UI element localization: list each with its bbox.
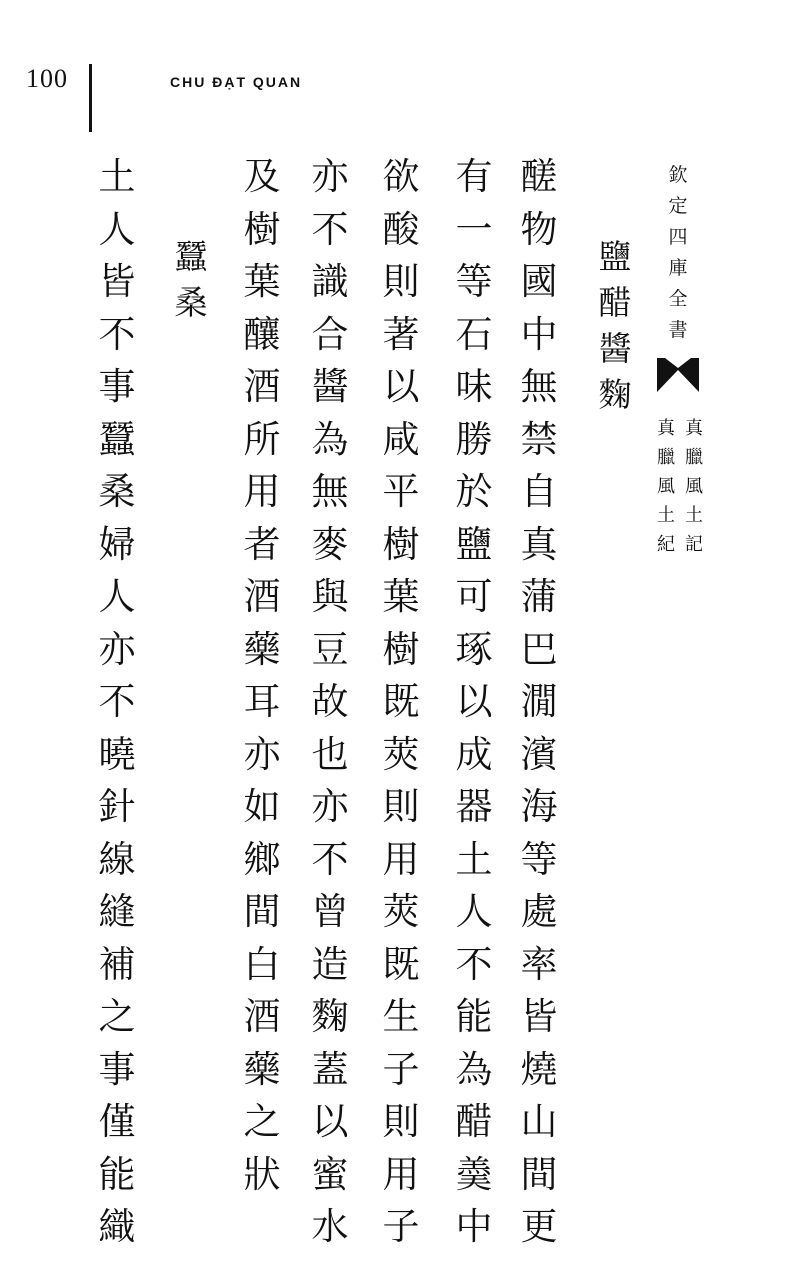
glyph: 中 (455, 1205, 493, 1248)
glyph: 海 (520, 785, 558, 828)
glyph: 桑 (174, 283, 208, 322)
glyph: 鹽 (598, 237, 632, 276)
section-heading-sericulture (169, 237, 213, 332)
glyph: 樹 (243, 207, 281, 251)
glyph: 等 (520, 837, 558, 881)
glyph: 醬 (311, 365, 349, 408)
glyph: 用 (382, 1152, 420, 1196)
text-column (450, 155, 498, 1261)
glyph: 也 (311, 732, 349, 776)
glyph: 亦 (98, 627, 136, 671)
glyph: 白 (243, 942, 281, 986)
glyph: 記 (685, 534, 703, 555)
glyph: 為 (311, 417, 349, 461)
glyph: 藥 (243, 1047, 281, 1091)
glyph: 定 (668, 195, 688, 217)
glyph: 真 (520, 522, 558, 566)
glyph: 著 (382, 312, 420, 356)
glyph: 可 (455, 575, 493, 618)
glyph: 庫 (668, 257, 688, 279)
glyph: 曾 (311, 890, 349, 933)
glyph: 土 (685, 505, 703, 526)
glyph: 能 (98, 1152, 136, 1196)
glyph: 不 (455, 942, 493, 986)
glyph: 鹽 (455, 522, 493, 566)
glyph: 蒲 (520, 575, 558, 618)
glyph: 國 (520, 260, 558, 303)
glyph: 皆 (520, 995, 558, 1038)
glyph: 麴 (311, 995, 349, 1038)
glyph: 物 (520, 207, 558, 251)
text-column (238, 155, 286, 1208)
glyph: 巴 (520, 627, 558, 671)
glyph: 全 (668, 288, 688, 310)
glyph: 燒 (520, 1047, 558, 1091)
glyph: 真 (657, 418, 675, 439)
glyph: 醝 (520, 155, 558, 198)
glyph: 豆 (311, 627, 349, 671)
glyph: 蠶 (98, 417, 136, 461)
glyph: 無 (520, 365, 558, 408)
section-heading-salt-vinegar (593, 237, 637, 424)
glyph: 人 (98, 575, 136, 618)
margin-note-left (654, 420, 678, 565)
glyph: 桑 (98, 470, 136, 513)
page-number: 100 (26, 64, 68, 93)
glyph: 既 (382, 942, 420, 986)
glyph: 不 (98, 680, 136, 723)
glyph: 臘 (657, 447, 675, 468)
glyph: 縫 (98, 890, 136, 933)
glyph: 及 (243, 155, 281, 198)
glyph: 耳 (243, 680, 281, 723)
margin-collection-title (664, 166, 692, 352)
glyph: 麥 (311, 522, 349, 566)
glyph: 味 (455, 365, 493, 408)
glyph: 土 (657, 505, 675, 526)
glyph: 間 (520, 1152, 558, 1196)
glyph: 不 (98, 312, 136, 356)
glyph: 之 (243, 1100, 281, 1143)
glyph: 咸 (382, 417, 420, 461)
glyph: 四 (668, 226, 688, 248)
glyph: 土 (98, 155, 136, 198)
fold-mark-icon (657, 354, 699, 396)
glyph: 琢 (455, 627, 493, 671)
glyph: 狀 (243, 1152, 281, 1196)
glyph: 子 (382, 1047, 420, 1091)
glyph: 醋 (455, 1100, 493, 1143)
glyph: 土 (455, 837, 493, 881)
glyph: 所 (243, 417, 281, 461)
glyph: 識 (311, 260, 349, 303)
glyph: 僅 (98, 1100, 136, 1143)
glyph: 皆 (98, 260, 136, 303)
glyph: 用 (382, 837, 420, 881)
glyph: 葉 (243, 260, 281, 303)
glyph: 亦 (311, 785, 349, 828)
glyph: 曉 (98, 732, 136, 776)
glyph: 婦 (98, 522, 136, 566)
glyph: 臘 (685, 447, 703, 468)
glyph: 為 (455, 1047, 493, 1091)
glyph: 針 (98, 785, 136, 828)
glyph: 羮 (455, 1152, 493, 1196)
glyph: 鄉 (243, 837, 281, 881)
glyph: 能 (455, 995, 493, 1038)
glyph: 莢 (382, 890, 420, 933)
glyph: 書 (668, 319, 688, 341)
glyph: 醋 (598, 283, 632, 322)
glyph: 紀 (657, 534, 675, 555)
glyph: 真 (685, 418, 703, 439)
glyph: 如 (243, 785, 281, 828)
margin-note-right (682, 420, 706, 565)
glyph: 更 (520, 1205, 558, 1248)
glyph: 酒 (243, 575, 281, 618)
glyph: 人 (455, 890, 493, 933)
glyph: 濱 (520, 732, 558, 776)
glyph: 山 (520, 1100, 558, 1143)
text-column (515, 155, 563, 1261)
header-rule (89, 64, 92, 132)
text-column (306, 155, 354, 1261)
glyph: 線 (98, 837, 136, 881)
glyph: 亦 (311, 155, 349, 198)
glyph: 麴 (598, 375, 632, 414)
glyph: 生 (382, 995, 420, 1038)
glyph: 則 (382, 1100, 420, 1143)
glyph: 蓋 (311, 1047, 349, 1091)
glyph: 故 (311, 680, 349, 723)
glyph: 蠶 (174, 237, 208, 276)
glyph: 莢 (382, 732, 420, 776)
glyph: 成 (455, 732, 493, 776)
running-head: CHU ĐẠT QUAN (170, 74, 303, 90)
glyph: 事 (98, 365, 136, 408)
glyph: 不 (311, 837, 349, 881)
glyph: 藥 (243, 627, 281, 671)
glyph: 率 (520, 942, 558, 986)
glyph: 亦 (243, 732, 281, 776)
glyph: 蜜 (311, 1152, 349, 1196)
glyph: 器 (455, 785, 493, 828)
glyph: 與 (311, 575, 349, 618)
glyph: 水 (311, 1205, 349, 1248)
text-column (93, 155, 141, 1261)
glyph: 禁 (520, 417, 558, 461)
glyph: 以 (382, 365, 420, 408)
glyph: 以 (455, 680, 493, 723)
glyph: 則 (382, 260, 420, 303)
glyph: 用 (243, 470, 281, 513)
text-column (377, 155, 425, 1261)
glyph: 風 (657, 476, 675, 497)
glyph: 酒 (243, 365, 281, 408)
glyph: 酸 (382, 207, 420, 251)
glyph: 以 (311, 1100, 349, 1143)
glyph: 樹 (382, 627, 420, 671)
glyph: 織 (98, 1205, 136, 1248)
glyph: 既 (382, 680, 420, 723)
glyph: 等 (455, 260, 493, 303)
glyph: 一 (455, 207, 493, 251)
glyph: 處 (520, 890, 558, 933)
glyph: 有 (455, 155, 493, 198)
glyph: 子 (382, 1205, 420, 1248)
glyph: 不 (311, 207, 349, 251)
glyph: 無 (311, 470, 349, 513)
glyph: 葉 (382, 575, 420, 618)
glyph: 欲 (382, 155, 420, 198)
glyph: 自 (520, 470, 558, 513)
glyph: 間 (243, 890, 281, 933)
glyph: 㵎 (520, 680, 558, 723)
glyph: 者 (243, 522, 281, 566)
glyph: 樹 (382, 522, 420, 566)
glyph: 補 (98, 942, 136, 986)
glyph: 石 (455, 312, 493, 356)
glyph: 合 (311, 312, 349, 356)
glyph: 之 (98, 995, 136, 1038)
glyph: 風 (685, 476, 703, 497)
glyph: 則 (382, 785, 420, 828)
glyph: 造 (311, 942, 349, 986)
glyph: 於 (455, 470, 493, 513)
glyph: 酒 (243, 995, 281, 1038)
glyph: 事 (98, 1047, 136, 1091)
glyph: 人 (98, 207, 136, 251)
glyph: 醬 (598, 329, 632, 368)
glyph: 中 (520, 312, 558, 356)
glyph: 平 (382, 470, 420, 513)
glyph: 欽 (668, 164, 688, 186)
glyph: 釀 (243, 312, 281, 356)
glyph: 勝 (455, 417, 493, 461)
